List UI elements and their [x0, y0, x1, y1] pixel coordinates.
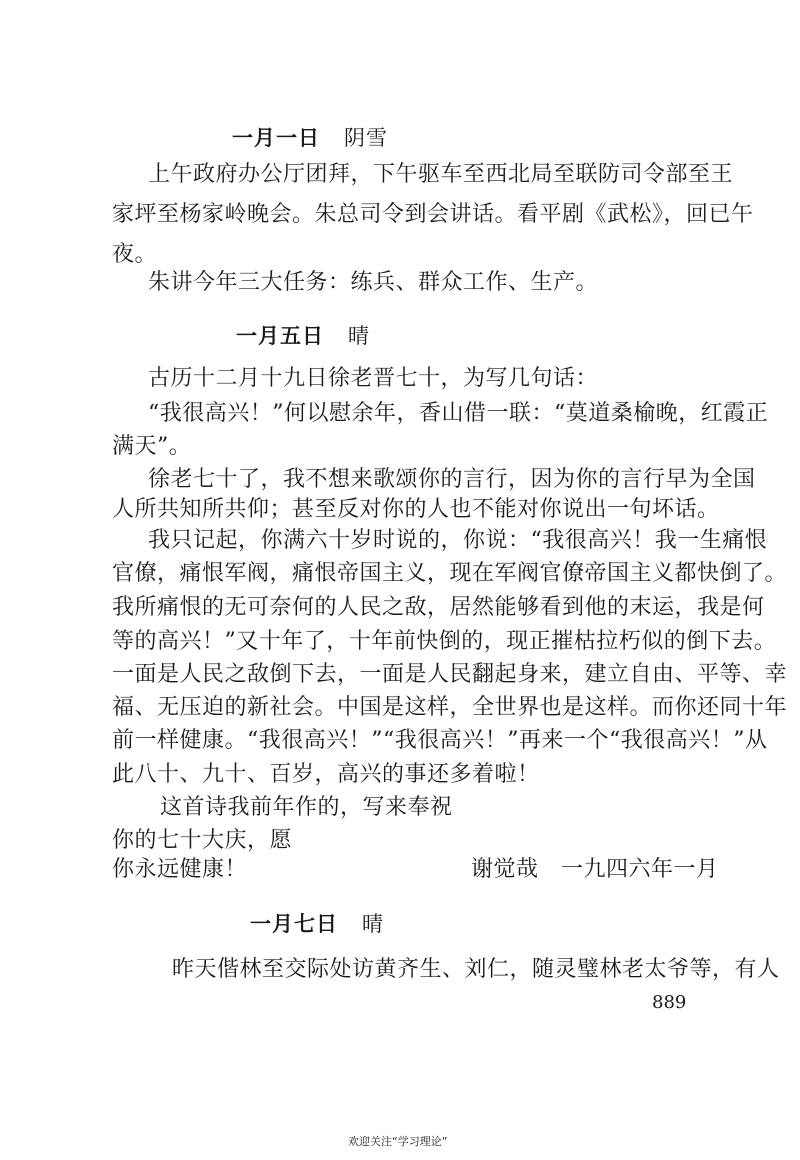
text-line: 我所痛恨的无可奈何的人民之敌，居然能够看到他的末运，我是何 — [112, 595, 765, 620]
entry-weather: 晴 — [348, 324, 370, 348]
entry-date: 一月五日 — [236, 323, 324, 348]
entry-date: 一月一日 — [232, 125, 320, 150]
text-line: 此八十、九十、百岁，高兴的事还多着啦！ — [112, 762, 540, 787]
signature: 谢觉哉 一九四六年一月 — [471, 857, 719, 882]
text-line: 满天”。 — [112, 434, 192, 459]
footer-note: 欢迎关注“学习理论” — [348, 1135, 448, 1148]
text-line: 古历十二月十九日徐老晋七十，为写几句话： — [148, 366, 599, 391]
text-line: 家坪至杨家岭晚会。朱总司令到会讲话。看平剧《武松》，回已午 — [112, 202, 754, 227]
text-line: 人所共知所共仰；甚至反对你的人也不能对你说出一句坏话。 — [112, 497, 720, 522]
text-line: “我很高兴！”何以慰余年，香山借一联：“莫道桑榆晚，红霞正 — [148, 401, 769, 426]
entry-weather: 晴 — [362, 912, 384, 936]
text-line: 前一样健康。“我很高兴！”“我很高兴！”再来一个“我很高兴！”从 — [112, 728, 768, 753]
text-line: 一面是人民之敌倒下去，一面是人民翻起身来，建立自由、平等、幸 — [112, 662, 788, 687]
entry-heading-jan-5 — [236, 320, 370, 350]
page-number: 889 — [652, 992, 687, 1013]
entry-heading-jan-1 — [232, 122, 388, 152]
entry-weather: 阴雪 — [344, 126, 388, 150]
text-line: 你的七十大庆，愿 — [112, 828, 293, 853]
text-line: 你永远健康！ — [112, 857, 248, 882]
text-line: 我只记起，你满六十岁时说的，你说：“我很高兴！我一生痛恨 — [148, 528, 768, 553]
text-line: 徐老七十了，我不想来歌颂你的言行，因为你的言行早为全国 — [148, 467, 756, 492]
text-line: 朱讲今年三大任务：练兵、群众工作、生产。 — [148, 270, 599, 295]
text-line: 福、无压迫的新社会。中国是这样，全世界也是这样。而你还同十年 — [112, 695, 788, 720]
text-line: 夜。 — [112, 242, 158, 267]
entry-date: 一月七日 — [250, 911, 338, 936]
text-line: 等的高兴！”又十年了，十年前快倒的，现正摧枯拉朽似的倒下去。 — [112, 629, 777, 654]
entry-heading-jan-7 — [250, 908, 384, 938]
text-line: 昨天偕林至交际处访黄齐生、刘仁，随灵璧林老太爷等，有人 — [172, 957, 780, 982]
text-line: 这首诗我前年作的，写来奉祝 — [160, 795, 453, 820]
text-line: 官僚，痛恨军阀，痛恨帝国主义，现在军阀官僚帝国主义都快倒了。 — [112, 561, 788, 586]
text-line: 上午政府办公厅团拜，下午驱车至西北局至联防司令部至王 — [148, 162, 734, 187]
